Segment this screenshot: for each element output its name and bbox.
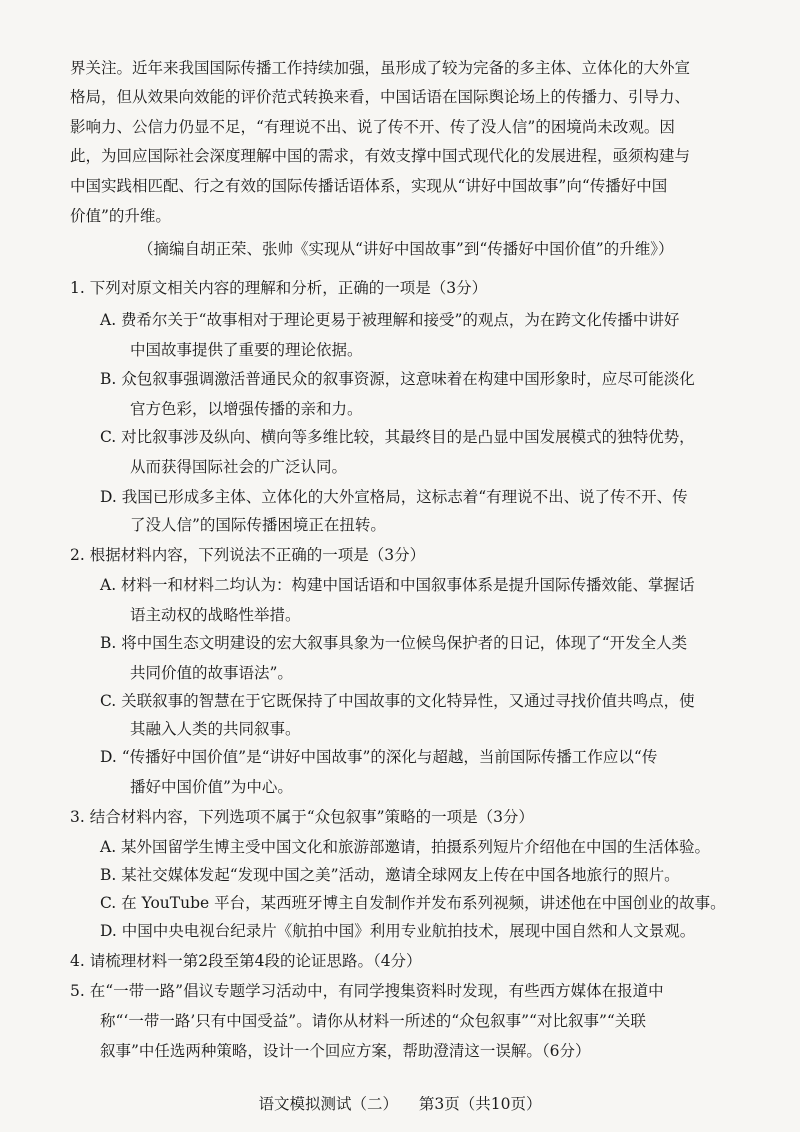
option-d-line: D. 中国中央电视台纪录片《航拍中国》利用专业航拍技术，展现中国自然和人文景观。 — [100, 922, 696, 940]
passage-line: 影响力、公信力仍显不足，“有理说不出、说了传不开、传了没人信”的困境尚未改观。因 — [70, 118, 675, 136]
option-c-line: C. 在 YouTube 平台，某西班牙博主自发制作并发布系列视频，讲述他在中国创业的故事。 — [100, 894, 726, 912]
question-stem: 4. 请梳理材料一第2段至第4段的论证思路。（4分） — [70, 952, 422, 970]
option-c-line: C. 对比叙事涉及纵向、横向等多维比较，其最终目的是凸显中国发展模式的独特优势， — [100, 428, 695, 446]
option-d-line: 播好中国价值”为中心。 — [130, 778, 293, 796]
question-stem: 5. 在“一带一路”倡议专题学习活动中，有同学搜集资料时发现，有些西方媒体在报道中 — [70, 982, 664, 1000]
passage-line: 此，为回应国际社会深度理解中国的需求，有效支撑中国式现代化的发展进程，亟须构建与 — [70, 147, 691, 165]
option-c-line: C. 关联叙事的智慧在于它既保持了中国故事的文化特异性，又通过寻找价值共鸣点，使 — [100, 692, 695, 710]
option-b-line: 共同价值的故事语法”。 — [130, 664, 293, 682]
option-a-line: A. 某外国留学生博主受中国文化和旅游部邀请，拍摄系列短片介绍他在中国的生活体验。 — [100, 838, 711, 856]
option-b-line: B. 众包叙事强调激活普通民众的叙事资源，这意味着在构建中国形象时，应尽可能淡化 — [100, 370, 695, 388]
option-b-line: B. 某社交媒体发起“发现中国之美”活动，邀请全球网友上传在中国各地旅行的照片。 — [100, 866, 680, 884]
passage-line: 中国实践相匹配、行之有效的国际传播话语体系，实现从“讲好中国故事”向“传播好中国 — [70, 177, 668, 195]
page-footer — [0, 1092, 800, 1114]
option-a-line: A. 材料一和材料二均认为：构建中国话语和中国叙事体系是提升国际传播效能、掌握话 — [100, 576, 695, 594]
option-d-line: D. 我国已形成多主体、立体化的大外宣格局，这标志着“有理说不出、说了传不开、传 — [100, 488, 688, 506]
option-c-line: 从而获得国际社会的广泛认同。 — [130, 458, 348, 476]
option-d-line: D. “传播好中国价值”是“讲好中国故事”的深化与超越，当前国际传播工作应以“传 — [100, 748, 658, 766]
passage-source: （摘编自胡正荣、张帅《实现从“讲好中国故事”到“传播好中国价值”的升维》） — [138, 240, 674, 258]
option-d-line: 了没人信”的国际传播困境正在扭转。 — [130, 516, 386, 534]
passage-line: 格局，但从效果向效能的评价范式转换来看，中国话语在国际舆论场上的传播力、引导力、 — [70, 88, 691, 106]
question-stem: 3. 结合材料内容，下列选项不属于“众包叙事”策略的一项是（3分） — [70, 808, 534, 826]
option-b-line: B. 将中国生态文明建设的宏大叙事具象为一位候鸟保护者的日记，体现了“开发全人类 — [100, 634, 688, 652]
question-stem-continued: 称“‘一带一路’只有中国受益”。请你从材料一所述的“众包叙事”“对比叙事”“关联 — [100, 1012, 646, 1030]
option-a-line: 中国故事提供了重要的理论依据。 — [130, 341, 363, 359]
question-stem: 1. 下列对原文相关内容的理解和分析，正确的一项是（3分） — [70, 279, 488, 297]
option-b-line: 官方色彩，以增强传播的亲和力。 — [130, 400, 363, 418]
option-c-line: 其融入人类的共同叙事。 — [130, 720, 301, 738]
passage-line: 界关注。近年来我国国际传播工作持续加强，虽形成了较为完备的多主体、立体化的大外宣 — [70, 59, 691, 77]
option-a-line: 语主动权的战略性举措。 — [130, 606, 301, 624]
footer-page-number: 第3页（共10页） — [418, 1095, 542, 1113]
passage-line: 价值”的升维。 — [70, 207, 171, 225]
question-stem-continued: 叙事”中任选两种策略，设计一个回应方案，帮助澄清这一误解。（6分） — [100, 1042, 591, 1060]
footer-subject: 语文模拟测试（二） — [258, 1095, 398, 1113]
question-stem: 2. 根据材料内容，下列说法不正确的一项是（3分） — [70, 546, 426, 564]
option-a-line: A. 费希尔关于“故事相对于理论更易于被理解和接受”的观点，为在跨文化传播中讲好 — [100, 311, 680, 329]
